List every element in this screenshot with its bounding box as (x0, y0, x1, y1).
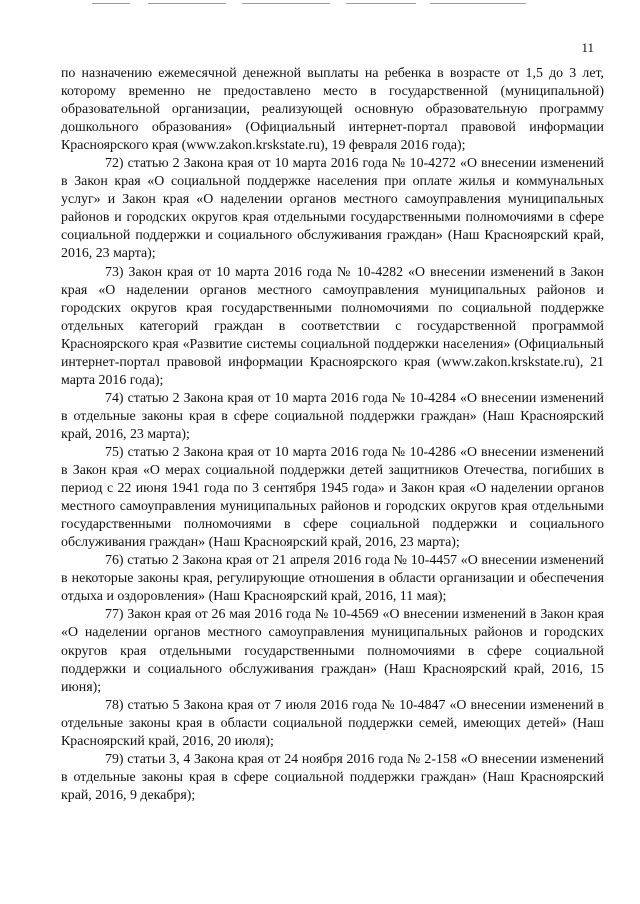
paragraph-item-77: 77) Закон края от 26 мая 2016 года № 10-4569 «О внесении изменений в Закон края «О наделении органов местного самоуправления муниципальных районов и городских округов края отдельными государственными полномочиями в сфере социальной поддержки и социального обслуживания граждан» (Наш Красноярский край, 2016, 15 июня); (61, 607, 604, 695)
scan-edge-line (430, 3, 526, 4)
scan-edge-line (242, 3, 330, 4)
document-body (61, 65, 604, 805)
scan-edge-line (92, 3, 130, 4)
paragraph-continuation: по назначению ежемесячной денежной выплаты на ребенка в возрасте от 1,5 до 3 лет, которому временно не предоставлено место в государственной (муниципальной) образовательной организации, реализующей основную образовательную программу дошкольного образования» (Официальный интернет-портал правовой информации Красноярского края (www.zakon.krskstate.ru), 19 февраля 2016 года); (61, 66, 604, 154)
scan-edge-line (148, 3, 226, 4)
paragraph-item-72: 72) статью 2 Закона края от 10 марта 2016 года № 10-4272 «О внесении изменений в Закон края «О социальной поддержке населения при оплате жилья и коммунальных услуг» и Закон края «О наделении органов местного самоуправления муниципальных районов и городских округов края отдельными государственными полномочиями в сфере социальной поддержки и социального обслуживания граждан» (Наш Красноярский край, 2016, 23 марта); (61, 156, 604, 262)
paragraph-item-74: 74) статью 2 Закона края от 10 марта 2016 года № 10-4284 «О внесении изменений в отдельные законы края в сфере социальной поддержки граждан» (Наш Красноярский край, 2016, 23 марта); (61, 390, 604, 442)
paragraph-item-76: 76) статью 2 Закона края от 21 апреля 2016 года № 10-4457 «О внесении изменений в некоторые законы края, регулирующие отношения в области организации и обеспечения отдыха и оздоровления» (Наш Красноярский край, 2016, 11 мая); (61, 553, 604, 605)
paragraph-item-79: 79) статьи 3, 4 Закона края от 24 ноября 2016 года № 2-158 «О внесении изменений в отдельные законы края в сфере социальной поддержки граждан» (Наш Красноярский край, 2016, 9 декабря); (61, 751, 604, 803)
paragraph-item-73: 73) Закон края от 10 марта 2016 года № 10-4282 «О внесении изменений в Закон края «О наделении органов местного самоуправления муниципальных районов и городских округов края государственными полномочиями по социальной поддержке отдельных категорий граждан в соответствии с государственной программой Красноярского края «Развитие системы социальной поддержки населения» (Официальный интернет-портал правовой информации Красноярского края (www.zakon.krskstate.ru), 21 марта 2016 года); (61, 264, 604, 388)
scan-edge-line (346, 3, 416, 4)
page-number: 11 (581, 40, 594, 55)
paragraph-item-75: 75) статью 2 Закона края от 10 марта 2016 года № 10-4286 «О внесении изменений в Закон края «О мерах социальной поддержки детей защитников Отечества, погибших в период с 22 июня 1941 года по 3 сентября 1945 года» и Закон края «О наделении органов местного самоуправления муниципальных районов и городских округов края отдельными государственными полномочиями в сфере социальной поддержки и социального обслуживания граждан» (Наш Красноярский край, 2016, 23 марта); (61, 444, 604, 551)
paragraph-item-78: 78) статью 5 Закона края от 7 июля 2016 года № 10-4847 «О внесении изменений в отдельные законы края в области социальной поддержки семей, имеющих детей» (Наш Красноярский край, 2016, 20 июля); (61, 697, 604, 749)
